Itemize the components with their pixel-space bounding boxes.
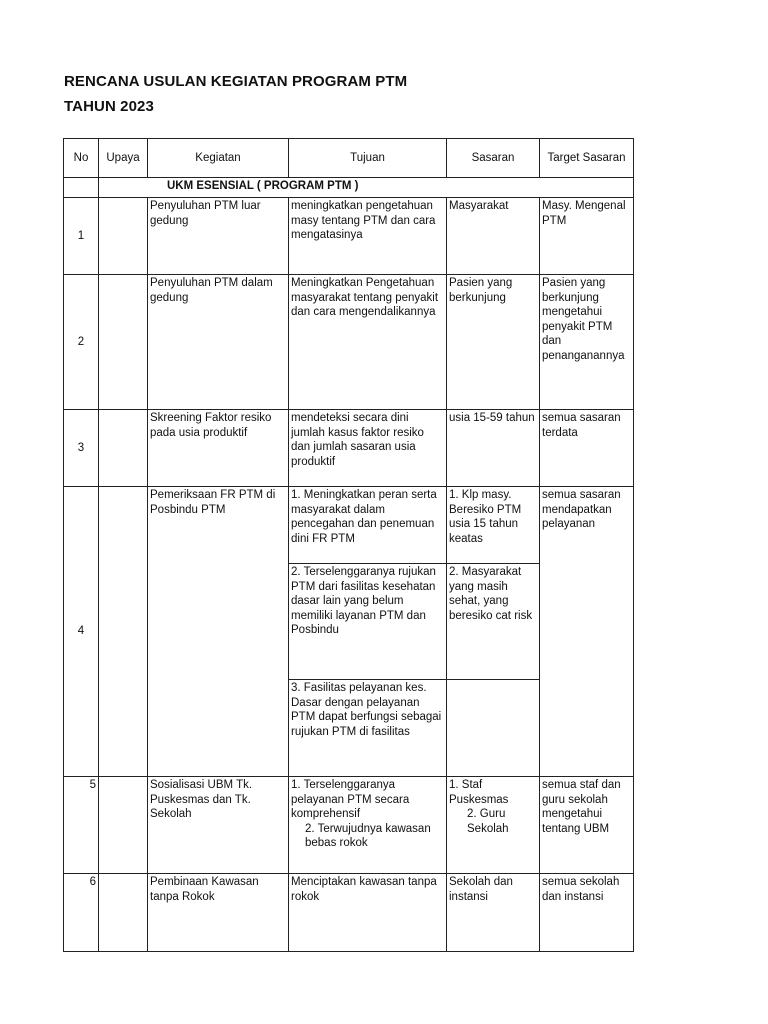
row-kegiatan: Sosialisasi UBM Tk. Puskesmas dan Tk. Sekolah bbox=[148, 777, 289, 874]
row-sasaran-3 bbox=[447, 680, 540, 777]
header-sasaran: Sasaran bbox=[447, 139, 540, 178]
row-upaya bbox=[99, 874, 148, 952]
table-header-row bbox=[64, 139, 634, 178]
row-target: semua sekolah dan instansi bbox=[540, 874, 634, 952]
document-year: TAHUN 2023 bbox=[64, 98, 154, 115]
section-row bbox=[64, 178, 634, 198]
table-row bbox=[64, 275, 634, 410]
row-no: 2 bbox=[64, 275, 99, 410]
row-kegiatan: Pembinaan Kawasan tanpa Rokok bbox=[148, 874, 289, 952]
row-kegiatan: Penyuluhan PTM dalam gedung bbox=[148, 275, 289, 410]
document-title: RENCANA USULAN KEGIATAN PROGRAM PTM bbox=[64, 73, 408, 90]
table-row bbox=[64, 777, 634, 874]
row-tujuan: Menciptakan kawasan tanpa rokok bbox=[289, 874, 447, 952]
header-tujuan: Tujuan bbox=[289, 139, 447, 178]
row-sasaran-item-1: 1. Staf Puskesmas bbox=[449, 779, 509, 806]
row-tujuan: Meningkatkan Pengetahuan masyarakat tentang penyakit dan cara mengendalikannya bbox=[289, 275, 447, 410]
row-sasaran: Masyarakat bbox=[447, 198, 540, 275]
row-target: Masy. Mengenal PTM bbox=[540, 198, 634, 275]
row-target: semua staf dan guru sekolah mengetahui tentang UBM bbox=[540, 777, 634, 874]
table-row bbox=[64, 198, 634, 275]
row-tujuan-3: 3. Fasilitas pelayanan kes. Dasar dengan pelayanan PTM dapat berfungsi sebagai rujukan PTM di fasilitas bbox=[289, 680, 447, 777]
row-tujuan-2: 2. Terselenggaranya rujukan PTM dari fasilitas kesehatan dasar lain yang belum memiliki layanan PTM dan Posbindu bbox=[289, 564, 447, 680]
row-target: semua sasaran mendapatkan pelayanan bbox=[540, 487, 634, 777]
row-sasaran: Pasien yang berkunjung bbox=[447, 275, 540, 410]
table-row bbox=[64, 410, 634, 487]
row-kegiatan: Pemeriksaan FR PTM di Posbindu PTM bbox=[148, 487, 289, 777]
row-tujuan: meningkatkan pengetahuan masy tentang PTM dan cara mengatasinya bbox=[289, 198, 447, 275]
row-tujuan-1: 1. Meningkatkan peran serta masyarakat dalam pencegahan dan penemuan dini FR PTM bbox=[289, 487, 447, 564]
row-tujuan-item-2: 2. Terwujudnya kawasan bebas rokok bbox=[305, 822, 431, 849]
header-target-sasaran: Target Sasaran bbox=[540, 139, 634, 178]
row-sasaran-item-2: 2. Guru Sekolah bbox=[467, 808, 509, 835]
row-upaya bbox=[99, 487, 148, 777]
row-no: 3 bbox=[64, 410, 99, 487]
header-no: No bbox=[64, 139, 99, 178]
row-no: 6 bbox=[64, 874, 99, 952]
row-target: semua sasaran terdata bbox=[540, 410, 634, 487]
row-upaya bbox=[99, 410, 148, 487]
row-upaya bbox=[99, 777, 148, 874]
row-tujuan: mendeteksi secara dini jumlah kasus faktor resiko dan jumlah sasaran usia produktif bbox=[289, 410, 447, 487]
table-row bbox=[64, 487, 634, 564]
row-upaya bbox=[99, 275, 148, 410]
header-kegiatan: Kegiatan bbox=[148, 139, 289, 178]
row-kegiatan: Skreening Faktor resiko pada usia produktif bbox=[148, 410, 289, 487]
row-sasaran-1: 1. Klp masy. Beresiko PTM usia 15 tahun keatas bbox=[447, 487, 540, 564]
row-kegiatan: Penyuluhan PTM luar gedung bbox=[148, 198, 289, 275]
row-sasaran: Sekolah dan instansi bbox=[447, 874, 540, 952]
row-tujuan-item-1: 1. Terselenggaranya pelayanan PTM secara komprehensif bbox=[291, 779, 410, 820]
row-tujuan bbox=[289, 777, 447, 874]
row-sasaran bbox=[447, 777, 540, 874]
header-upaya: Upaya bbox=[99, 139, 148, 178]
row-upaya bbox=[99, 198, 148, 275]
row-no: 4 bbox=[64, 487, 99, 777]
section-title: UKM ESENSIAL ( PROGRAM PTM ) bbox=[99, 178, 634, 198]
row-target: Pasien yang berkunjung mengetahui penyakit PTM dan penanganannya bbox=[540, 275, 634, 410]
table-row bbox=[64, 874, 634, 952]
row-sasaran-2: 2. Masyarakat yang masih sehat, yang beresiko cat risk bbox=[447, 564, 540, 680]
section-blank bbox=[64, 178, 99, 198]
row-sasaran: usia 15-59 tahun bbox=[447, 410, 540, 487]
row-no: 1 bbox=[64, 198, 99, 275]
activity-table bbox=[63, 138, 634, 952]
row-no: 5 bbox=[64, 777, 99, 874]
